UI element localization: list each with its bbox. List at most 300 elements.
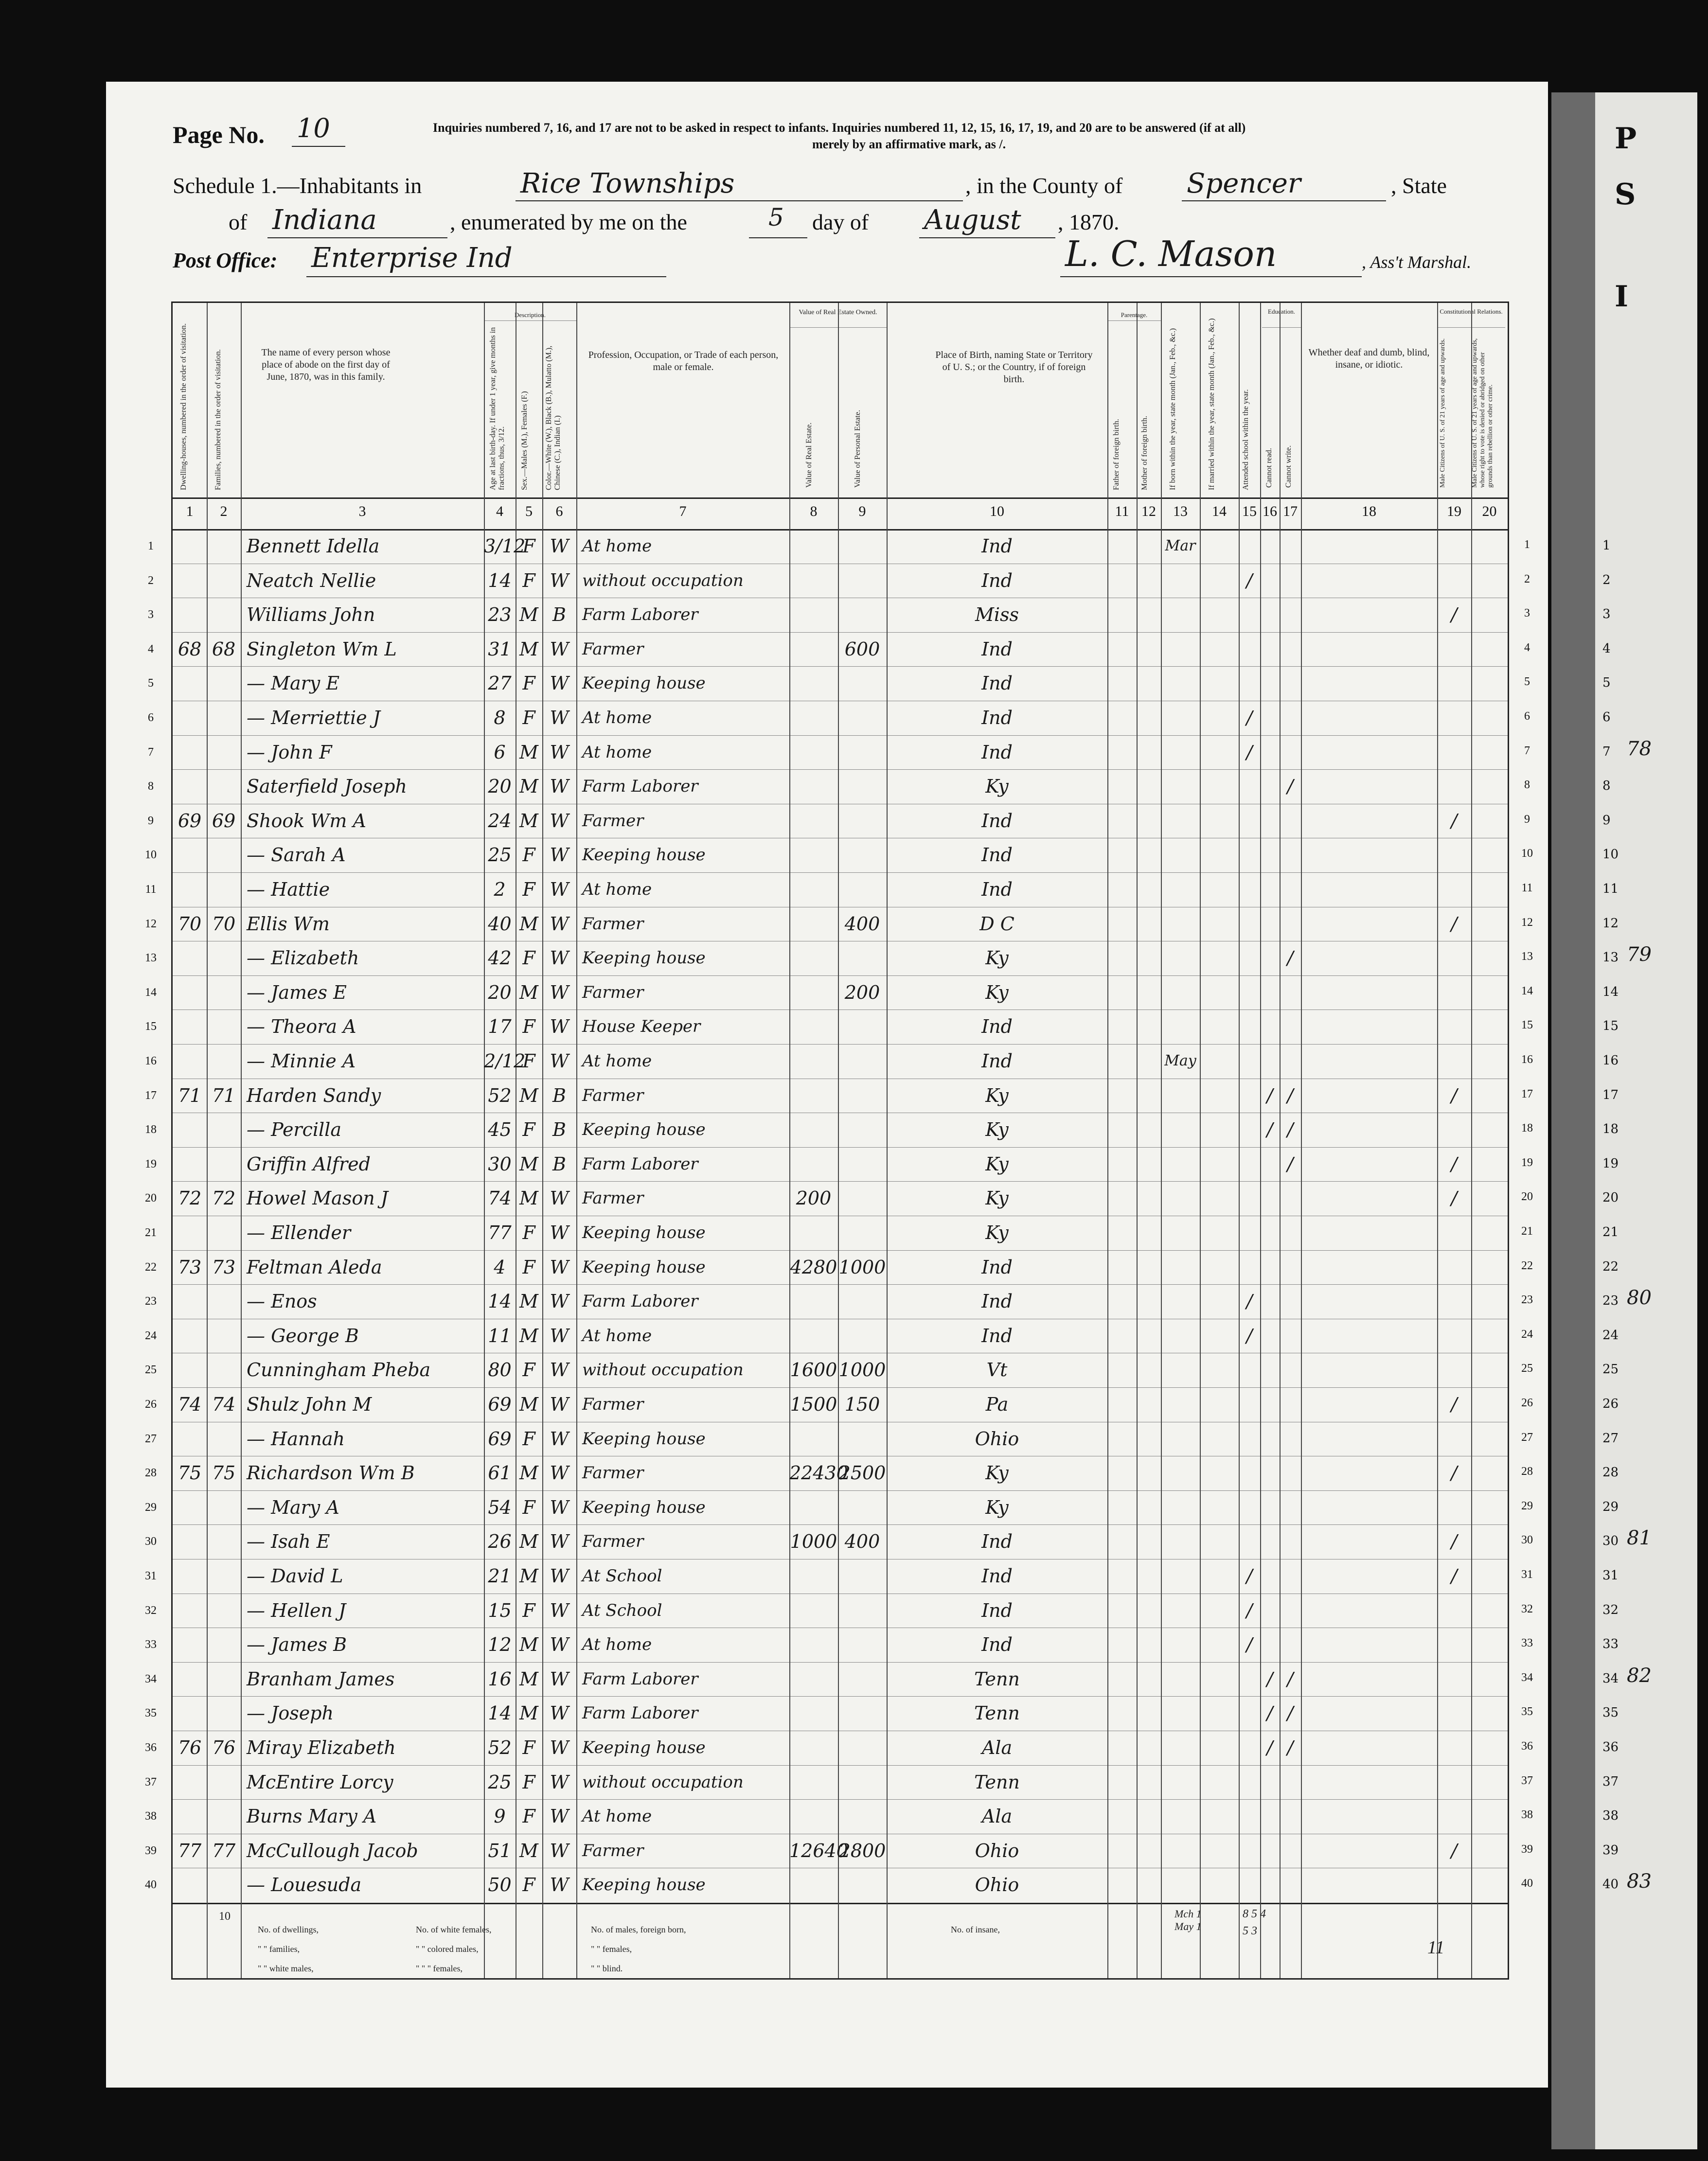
- birthplace: Ind: [981, 707, 1013, 728]
- header-name: The name of every person whose place of abode on the first day of June, 1870, was in this family.: [261, 347, 391, 382]
- attended-school-mark: /: [1246, 1599, 1253, 1621]
- color: W: [550, 535, 569, 557]
- birthplace: Ind: [981, 844, 1013, 866]
- column-number: 15: [1242, 503, 1257, 519]
- sex: M: [519, 1702, 538, 1724]
- column-number: 16: [1263, 503, 1277, 519]
- footer-females: " " " females,: [416, 1964, 463, 1973]
- color: W: [550, 1496, 569, 1518]
- line-number-right: 17: [1521, 1087, 1533, 1100]
- color: W: [550, 741, 569, 763]
- line-number-right: 11: [1521, 882, 1533, 894]
- color: W: [550, 1291, 569, 1312]
- citizen-mark: /: [1451, 1084, 1458, 1106]
- line-number-right: 40: [1521, 1877, 1533, 1890]
- sex: F: [522, 1359, 535, 1381]
- column-number: 13: [1173, 503, 1188, 519]
- color: W: [550, 1016, 569, 1038]
- birthplace: Ind: [981, 638, 1013, 660]
- margin-mark: 82: [1627, 1664, 1652, 1687]
- sex: M: [519, 1084, 538, 1106]
- header-born-in-year: If born within the year, state month (Jan., Feb., &c.): [1169, 328, 1177, 490]
- color: B: [552, 604, 566, 626]
- attended-school-mark: /: [1246, 1291, 1253, 1312]
- sex: M: [519, 1187, 538, 1209]
- age: 2/12: [484, 1050, 526, 1072]
- family-number: 71: [212, 1084, 236, 1106]
- occupation: Farmer: [582, 1463, 644, 1483]
- person-name: — Isah E: [247, 1531, 330, 1553]
- line-number-right: 18: [1521, 1122, 1533, 1135]
- edge-letter: I: [1615, 280, 1629, 314]
- line-number: 36: [145, 1741, 157, 1754]
- sex: F: [522, 844, 535, 866]
- post-office-value: Enterprise Ind: [311, 242, 513, 274]
- citizen-mark: /: [1451, 1840, 1458, 1861]
- column-number: 12: [1141, 503, 1156, 519]
- birthplace: Ind: [981, 1634, 1013, 1656]
- adjacent-line-number: 1: [1602, 538, 1611, 553]
- adjacent-line-number: 6: [1602, 710, 1611, 725]
- person-name: Richardson Wm B: [247, 1462, 415, 1484]
- adjacent-line-number: 28: [1602, 1465, 1619, 1480]
- age: 16: [488, 1668, 512, 1690]
- line-number: 20: [145, 1192, 157, 1205]
- personal-estate-value: 200: [844, 981, 880, 1003]
- birthplace: D C: [979, 913, 1014, 935]
- footer-insane: No. of insane,: [951, 1925, 1000, 1934]
- citizen-mark: /: [1451, 604, 1458, 626]
- age: 9: [494, 1806, 506, 1827]
- color: W: [550, 638, 569, 660]
- footer-blind: " " blind.: [591, 1964, 623, 1973]
- person-name: Ellis Wm: [247, 913, 330, 935]
- adjacent-line-number: 39: [1602, 1842, 1619, 1858]
- color: W: [550, 776, 569, 797]
- birthplace: Ind: [981, 569, 1013, 591]
- column-number: 9: [858, 503, 866, 519]
- cannot-write-mark: /: [1287, 1668, 1294, 1690]
- age: 31: [488, 638, 512, 660]
- of-label: of: [229, 210, 248, 234]
- birthplace: Ky: [985, 1496, 1009, 1518]
- cannot-write-mark: /: [1287, 1119, 1294, 1141]
- dwelling-number: 73: [178, 1256, 202, 1278]
- enumeration-month: August: [924, 204, 1021, 236]
- real-estate-value: 12640: [789, 1840, 848, 1861]
- line-number: 35: [145, 1707, 157, 1720]
- color: W: [550, 1531, 569, 1553]
- header-attended-school: Attended school within the year.: [1242, 389, 1250, 490]
- age: 52: [488, 1084, 512, 1106]
- margin-mark: 79: [1627, 943, 1652, 966]
- cannot-write-mark: /: [1287, 947, 1294, 969]
- person-name: — Elizabeth: [247, 947, 359, 969]
- personal-estate-value: 400: [844, 913, 880, 935]
- attended-school-mark: /: [1246, 741, 1253, 763]
- person-name: — James E: [247, 981, 347, 1003]
- sex: M: [519, 741, 538, 763]
- occupation: Keeping house: [582, 1120, 706, 1140]
- dwelling-number: 76: [178, 1737, 202, 1758]
- line-number: 12: [145, 917, 157, 930]
- person-name: Williams John: [247, 604, 375, 626]
- sex: F: [522, 1222, 535, 1243]
- occupation: without occupation: [582, 570, 744, 590]
- person-name: — Enos: [247, 1291, 317, 1312]
- header-constitutional: Constitutional Relations.: [1440, 308, 1503, 315]
- header-parentage: Parentage.: [1121, 311, 1148, 319]
- occupation: Farm Laborer: [582, 1703, 698, 1723]
- adjacent-line-number: 9: [1602, 813, 1611, 828]
- birthplace: Ky: [985, 1222, 1009, 1243]
- line-number-right: 9: [1524, 813, 1530, 826]
- color: W: [550, 1462, 569, 1484]
- person-name: — Theora A: [247, 1016, 356, 1038]
- dwelling-number: 72: [178, 1187, 202, 1209]
- enumerated-label: , enumerated by me on the: [450, 210, 687, 234]
- occupation: Farmer: [582, 639, 644, 659]
- birthplace: Ind: [981, 1325, 1013, 1346]
- margin-mark: 78: [1627, 737, 1652, 760]
- line-number: 29: [145, 1501, 157, 1514]
- occupation: At School: [582, 1566, 662, 1586]
- person-name: McCullough Jacob: [247, 1840, 418, 1861]
- cannot-read-mark: /: [1266, 1084, 1273, 1106]
- adjacent-line-number: 25: [1602, 1362, 1619, 1377]
- person-name: Feltman Aleda: [247, 1256, 382, 1278]
- adjacent-line-number: 10: [1602, 847, 1619, 862]
- person-name: Shulz John M: [247, 1394, 372, 1415]
- color: B: [552, 1119, 566, 1141]
- cannot-read-mark: /: [1266, 1668, 1273, 1690]
- birthplace: Ohio: [975, 1840, 1019, 1861]
- color: W: [550, 1806, 569, 1827]
- family-number: 72: [212, 1187, 236, 1209]
- page-number: 10: [297, 113, 330, 143]
- color: W: [550, 1050, 569, 1072]
- age: 30: [488, 1153, 512, 1175]
- age: 14: [488, 569, 512, 591]
- sex: M: [519, 776, 538, 797]
- age: 51: [488, 1840, 512, 1861]
- occupation: At home: [582, 1051, 652, 1071]
- occupation: At School: [582, 1600, 662, 1620]
- adjacent-line-number: 37: [1602, 1774, 1619, 1789]
- family-number: 68: [212, 638, 236, 660]
- age: 2: [494, 879, 506, 900]
- line-number: 28: [145, 1467, 157, 1480]
- person-name: Harden Sandy: [247, 1084, 381, 1106]
- line-number: 31: [145, 1570, 157, 1582]
- sex: F: [522, 1428, 535, 1450]
- line-number: 24: [145, 1329, 157, 1342]
- line-number-right: 8: [1524, 779, 1530, 792]
- column-number: 11: [1115, 503, 1129, 519]
- personal-estate-value: 150: [844, 1394, 880, 1415]
- color: W: [550, 1771, 569, 1793]
- line-number-right: 28: [1521, 1465, 1533, 1478]
- marshal-signature: L. C. Mason: [1065, 233, 1277, 274]
- family-number: 73: [212, 1256, 236, 1278]
- line-number-right: 36: [1521, 1740, 1533, 1753]
- sex: F: [522, 569, 535, 591]
- state-label: , State: [1391, 173, 1447, 198]
- line-number-right: 16: [1521, 1053, 1533, 1066]
- age: 4: [494, 1256, 506, 1278]
- header-color: Color.—White (W.), Black (B.), Mulatto (M.), Chinese (C.), Indian (I.): [545, 345, 562, 490]
- attended-school-mark: /: [1246, 1325, 1253, 1346]
- birthplace: Ind: [981, 1291, 1013, 1312]
- sex: M: [519, 913, 538, 935]
- adjacent-line-number: 36: [1602, 1740, 1619, 1754]
- footer-females-foreign: " " females,: [591, 1944, 632, 1954]
- line-number-right: 4: [1524, 641, 1530, 654]
- line-number: 32: [145, 1604, 157, 1617]
- line-number: 5: [148, 677, 154, 690]
- column-number: 5: [525, 503, 533, 519]
- occupation: At home: [582, 1635, 652, 1655]
- attended-school-mark: /: [1246, 707, 1253, 728]
- occupation: Keeping house: [582, 1497, 706, 1517]
- age: 45: [488, 1119, 512, 1141]
- age: 50: [488, 1874, 512, 1896]
- line-number: 23: [145, 1295, 157, 1308]
- birthplace: Vt: [986, 1359, 1008, 1381]
- instructions-line1: Inquiries numbered 7, 16, and 17 are not to be asked in respect to infants. Inquiries numbered 11, 12, 15, 16, 17, 19, and 20 are to be answered (if at all): [433, 121, 1246, 135]
- line-number: 9: [148, 814, 154, 827]
- age: 23: [488, 604, 512, 626]
- person-name: Singleton Wm L: [247, 638, 397, 660]
- real-estate-value: 1500: [790, 1394, 837, 1415]
- occupation: Farmer: [582, 1532, 644, 1552]
- adjacent-line-number: 23: [1602, 1293, 1619, 1309]
- person-name: — Mary E: [247, 673, 340, 694]
- header-birthplace: Place of Birth, naming State or Territory of U. S.; or the Country, if of foreign birth.: [935, 350, 1093, 385]
- dwelling-number: 75: [178, 1462, 202, 1484]
- age: 17: [488, 1016, 512, 1038]
- family-number: 74: [212, 1394, 236, 1415]
- family-number: 77: [212, 1840, 236, 1861]
- birthplace: Ind: [981, 1599, 1013, 1621]
- line-number: 11: [145, 883, 157, 896]
- adjacent-line-number: 12: [1602, 916, 1619, 931]
- header-family: Families, numbered in the order of visitation.: [214, 349, 222, 490]
- adjacent-line-number: 2: [1602, 572, 1611, 587]
- person-name: Griffin Alfred: [247, 1153, 371, 1175]
- enumeration-day: 5: [768, 203, 784, 231]
- age: 21: [488, 1565, 512, 1587]
- header-cannot-read: Cannot read.: [1265, 448, 1273, 488]
- citizen-mark: /: [1451, 1565, 1458, 1587]
- sex: F: [522, 879, 535, 900]
- occupation: Farm Laborer: [582, 777, 698, 797]
- footer-colored-males: " " colored males,: [416, 1944, 479, 1954]
- dwelling-number: 68: [178, 638, 202, 660]
- dwelling-number: 71: [178, 1084, 202, 1106]
- sex: M: [519, 1394, 538, 1415]
- line-number: 13: [145, 952, 157, 965]
- birthplace: Ind: [981, 879, 1013, 900]
- birthplace: Ohio: [975, 1428, 1019, 1450]
- line-number-right: 10: [1521, 847, 1533, 860]
- cannot-write-mark: /: [1287, 1084, 1294, 1106]
- adjacent-line-number: 22: [1602, 1259, 1619, 1274]
- birthplace: Ind: [981, 810, 1013, 832]
- real-estate-value: 4280: [790, 1256, 837, 1278]
- sex: F: [522, 1496, 535, 1518]
- margin-mark: 81: [1627, 1527, 1652, 1550]
- line-number-right: 15: [1521, 1019, 1533, 1032]
- line-number-right: 13: [1521, 950, 1533, 963]
- column-number: 17: [1283, 503, 1298, 519]
- person-name: Burns Mary A: [247, 1806, 377, 1827]
- family-number: 70: [212, 913, 236, 935]
- birthplace: Ky: [985, 981, 1009, 1003]
- person-name: — Hattie: [247, 879, 330, 900]
- birthplace: Ala: [981, 1737, 1013, 1758]
- line-number: 7: [148, 745, 154, 759]
- occupation: Keeping house: [582, 1223, 706, 1242]
- enumeration-year: , 1870.: [1058, 210, 1120, 234]
- cannot-write-mark: /: [1287, 1702, 1294, 1724]
- occupation: At home: [582, 742, 652, 762]
- line-number: 10: [145, 849, 157, 862]
- header-education: Education.: [1268, 308, 1295, 315]
- line-number-right: 20: [1521, 1190, 1533, 1204]
- adjacent-line-number: 5: [1602, 675, 1611, 691]
- age: 3/12: [484, 535, 526, 557]
- line-number-right: 19: [1521, 1156, 1533, 1169]
- person-name: — George B: [247, 1325, 359, 1346]
- sex: F: [522, 1016, 535, 1038]
- occupation: Farmer: [582, 1085, 644, 1105]
- age: 77: [488, 1222, 512, 1243]
- sex: M: [519, 638, 538, 660]
- age: 6: [494, 741, 506, 763]
- footer-males-foreign: No. of males, foreign born,: [591, 1925, 686, 1934]
- color: W: [550, 1222, 569, 1243]
- adjacent-line-number: 21: [1602, 1225, 1619, 1240]
- citizen-mark: /: [1451, 1187, 1458, 1209]
- person-name: — Hellen J: [247, 1599, 346, 1621]
- sex: M: [519, 981, 538, 1003]
- age: 14: [488, 1702, 512, 1724]
- occupation: Farmer: [582, 914, 644, 934]
- line-number-right: 38: [1521, 1808, 1533, 1822]
- line-number-right: 31: [1521, 1568, 1533, 1581]
- line-number: 2: [148, 574, 154, 587]
- occupation: Farm Laborer: [582, 1669, 698, 1689]
- occupation: Keeping house: [582, 673, 706, 693]
- age: 80: [488, 1359, 512, 1381]
- line-number: 40: [145, 1878, 157, 1892]
- sex: F: [522, 1119, 535, 1141]
- line-number: 14: [145, 986, 157, 999]
- person-name: Bennett Idella: [247, 535, 380, 557]
- line-number-right: 24: [1521, 1328, 1533, 1341]
- line-number: 6: [148, 711, 154, 724]
- line-number-right: 33: [1521, 1637, 1533, 1650]
- line-number-right: 39: [1521, 1842, 1533, 1856]
- age: 40: [488, 913, 512, 935]
- cannot-write-mark: /: [1287, 1153, 1294, 1175]
- family-number: 75: [212, 1462, 236, 1484]
- birthplace: Tenn: [974, 1668, 1020, 1690]
- occupation: Farmer: [582, 982, 644, 1002]
- person-name: McEntire Lorcy: [247, 1771, 393, 1793]
- margin-mark: 83: [1627, 1870, 1652, 1893]
- line-number: 26: [145, 1398, 157, 1411]
- birthplace: Ind: [981, 535, 1013, 557]
- citizen-mark: /: [1451, 913, 1458, 935]
- occupation: At home: [582, 880, 652, 899]
- tally-2: 10: [219, 1910, 231, 1923]
- cannot-write-mark: /: [1287, 776, 1294, 797]
- color: W: [550, 569, 569, 591]
- line-number-right: 12: [1521, 916, 1533, 929]
- line-number-right: 35: [1521, 1705, 1533, 1718]
- adjacent-line-number: 35: [1602, 1705, 1619, 1720]
- birthplace: Ind: [981, 1256, 1013, 1278]
- sex: M: [519, 1153, 538, 1175]
- sex: F: [522, 1806, 535, 1827]
- line-number-right: 1: [1524, 538, 1530, 551]
- attended-school-mark: /: [1246, 1634, 1253, 1656]
- occupation: Keeping house: [582, 845, 706, 865]
- edge-letter: P: [1615, 122, 1637, 156]
- personal-estate-value: 1000: [838, 1256, 886, 1278]
- header-personal-estate: Value of Personal Estate.: [854, 410, 862, 488]
- occupation: Farmer: [582, 1395, 644, 1414]
- line-number: 39: [145, 1844, 157, 1857]
- line-number: 17: [145, 1089, 157, 1102]
- age: 69: [488, 1394, 512, 1415]
- real-estate-value: 22430: [789, 1462, 848, 1484]
- adjacent-line-number: 26: [1602, 1397, 1619, 1411]
- person-name: Branham James: [247, 1668, 395, 1690]
- adjacent-line-number: 27: [1602, 1431, 1619, 1446]
- person-name: — Minnie A: [247, 1050, 356, 1072]
- line-number-right: 29: [1521, 1499, 1533, 1512]
- sex: M: [519, 1462, 538, 1484]
- line-number-right: 21: [1521, 1225, 1533, 1238]
- county-label: , in the County of: [965, 173, 1123, 198]
- birthplace: Ind: [981, 741, 1013, 763]
- sex: M: [519, 810, 538, 832]
- age: 26: [488, 1531, 512, 1553]
- birthplace: Ky: [985, 1462, 1009, 1484]
- person-name: Howel Mason J: [247, 1187, 388, 1209]
- header-mother-foreign: Mother of foreign birth.: [1140, 416, 1149, 490]
- line-number-right: 32: [1521, 1602, 1533, 1615]
- birthplace: Ind: [981, 1531, 1013, 1553]
- column-number: 18: [1362, 503, 1376, 519]
- person-name: — Merriettie J: [247, 707, 380, 728]
- birthplace: Ind: [981, 673, 1013, 694]
- line-number-right: 26: [1521, 1397, 1533, 1409]
- adjacent-line-number: 33: [1602, 1637, 1619, 1652]
- birthplace: Ind: [981, 1565, 1013, 1587]
- adjacent-line-number: 3: [1602, 607, 1611, 622]
- color: B: [552, 1084, 566, 1106]
- tally-15: 8 5 4: [1243, 1908, 1266, 1920]
- header-age: Age at last birth-day. If under 1 year, give months in fractions, thus, 3/12.: [489, 327, 506, 490]
- color: W: [550, 879, 569, 900]
- cannot-read-mark: /: [1266, 1119, 1273, 1141]
- adjacent-line-number: 20: [1602, 1190, 1619, 1205]
- occupation: Keeping house: [582, 1738, 706, 1757]
